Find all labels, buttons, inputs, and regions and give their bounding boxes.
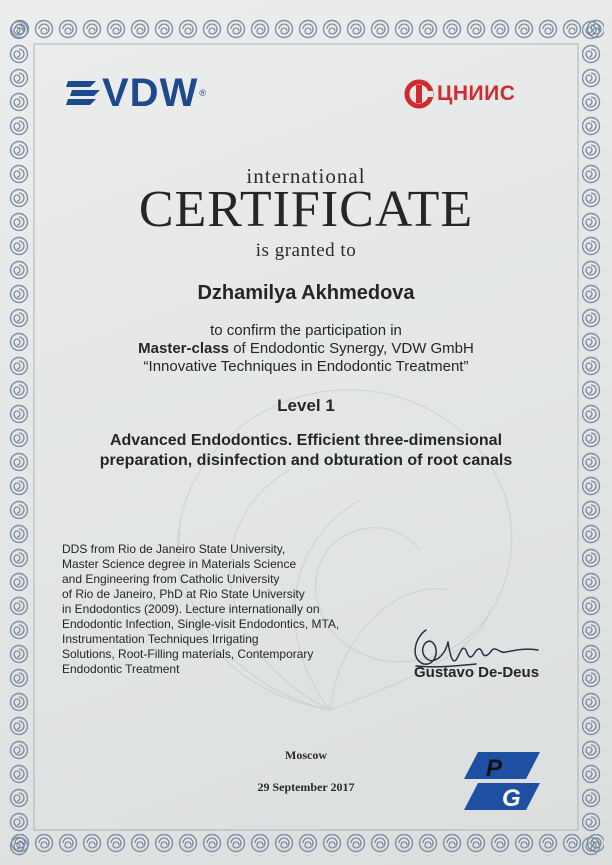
bio-line: Master Science degree in Materials Science <box>62 557 297 571</box>
master-class-line <box>0 340 612 357</box>
bio-line: Endodontic Infection, Single-visit Endodontics, MTA, <box>62 617 340 631</box>
topic-line-2: preparation, disinfection and obturation of root canals <box>99 452 513 469</box>
location-label: Moscow <box>285 748 327 762</box>
course-title: “Innovative Techniques in Endodontic Treatment” <box>143 358 469 375</box>
master-class-label: Master-class <box>138 340 230 357</box>
cniis-emblem-icon <box>404 79 434 109</box>
pg-logo-letter-p: P <box>486 755 503 782</box>
signer-name: Gustavo De-Deus <box>414 664 540 681</box>
lecturer-bio <box>62 542 362 677</box>
bio-line: in Endodontics (2009). Lecture internationally on <box>62 602 320 616</box>
certificate-title: CERTIFICATE <box>138 181 474 238</box>
level-label: Level 1 <box>277 396 335 415</box>
registered-mark: ® <box>199 88 206 98</box>
vdw-logo <box>66 72 206 114</box>
international-label: international <box>246 164 366 188</box>
bio-line: Endodontic Treatment <box>62 662 180 676</box>
pg-logo-letter-g: G <box>502 785 521 810</box>
cniis-logo-text: ЦНИИС <box>437 82 516 105</box>
topic-line-1: Advanced Endodontics. Efficient three-dimensional <box>109 432 503 449</box>
master-class-organizer: of Endodontic Synergy, VDW GmbH <box>229 340 474 357</box>
bio-line: of Rio de Janeiro, PhD at Rio State University <box>62 587 305 601</box>
bio-line: Instrumentation Techniques Irrigating <box>62 632 259 646</box>
vdw-stripes-icon <box>66 78 102 108</box>
cniis-logo <box>404 74 515 114</box>
bio-line: DDS from Rio de Janeiro State University, <box>62 542 286 556</box>
vdw-logo-text: VDW <box>102 71 199 115</box>
pg-logo <box>464 752 540 810</box>
date-label: 29 September 2017 <box>257 780 355 794</box>
recipient-name: Dzhamilya Akhmedova <box>197 282 415 304</box>
bio-line: Solutions, Root-Filling materials, Contemporary <box>62 647 314 661</box>
bio-line: and Engineering from Catholic University <box>62 572 280 586</box>
granted-label: is granted to <box>255 240 357 261</box>
confirm-text: to confirm the participation in <box>210 322 402 339</box>
